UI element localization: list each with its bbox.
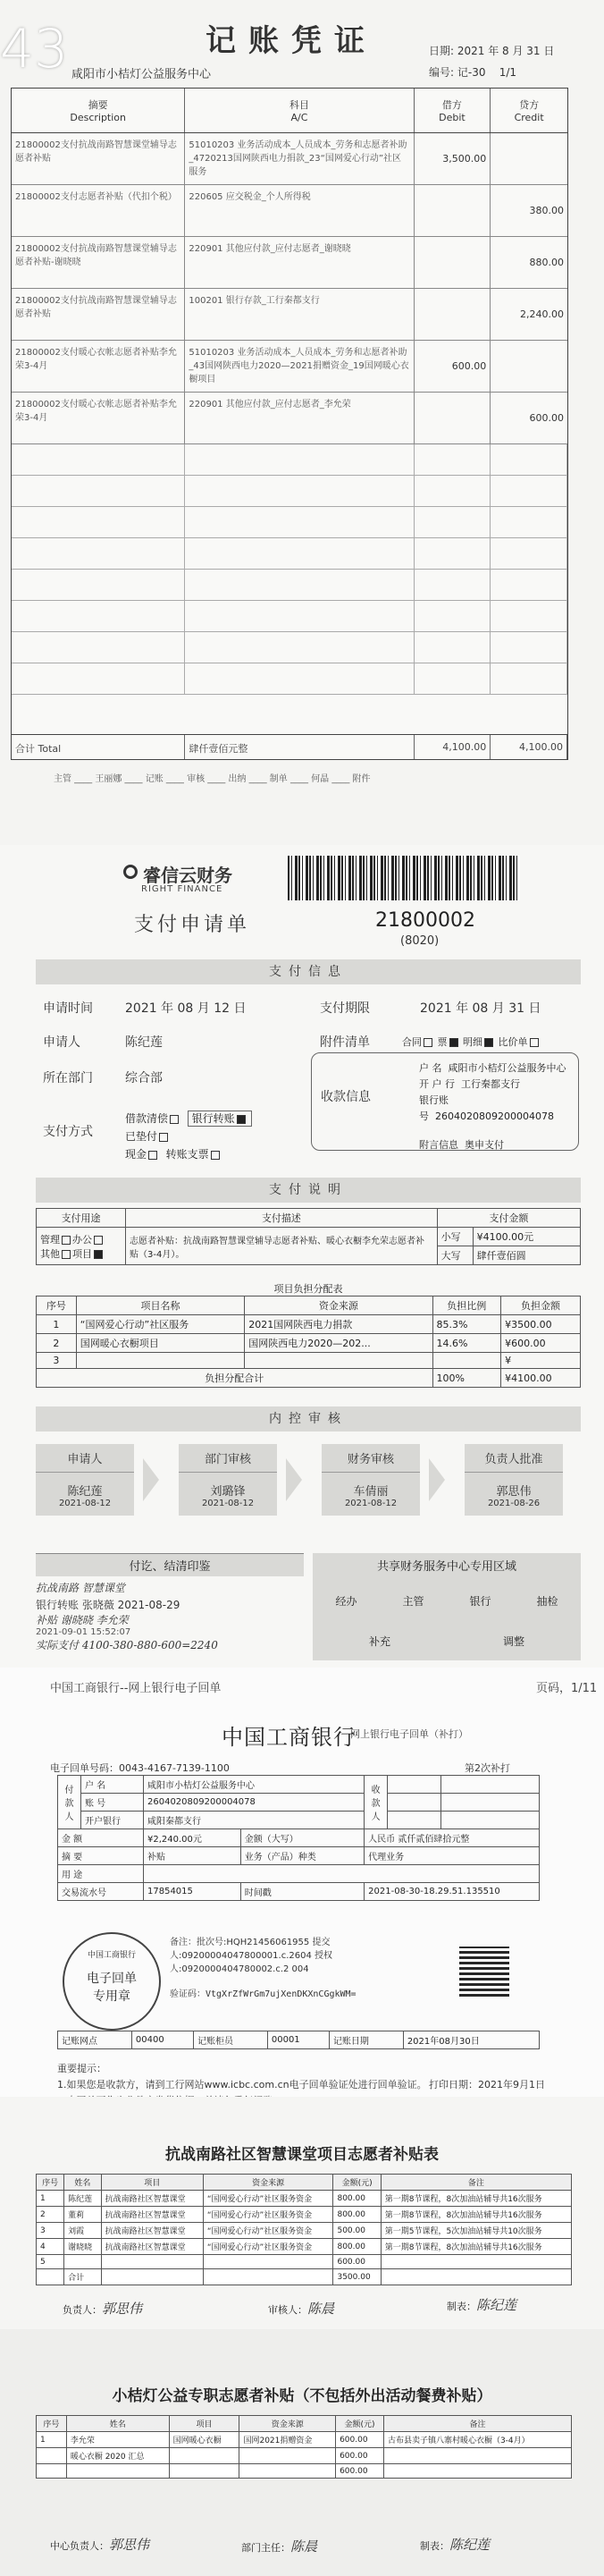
voucher-row bbox=[12, 237, 567, 289]
subsidy2-sign-dept: 部门主任：陈晨 bbox=[241, 2538, 318, 2555]
audit-step: 申请人 陈纪莲 2021-08-12 bbox=[36, 1444, 134, 1516]
voucher-org: 咸阳市小桔灯公益服务中心 bbox=[71, 68, 212, 81]
voucher-cell-account: 51010203 业务活动成本_人员成本_劳务和志愿者补助_4720213国网陕西电力捐款_23“国网爱心行动”社区服务 bbox=[185, 133, 414, 184]
table-header: 资金来源 bbox=[239, 2416, 336, 2432]
voucher-cell-credit: 600.00 bbox=[529, 412, 564, 424]
qr-code bbox=[459, 1947, 509, 1997]
table-header: 备注 bbox=[381, 2175, 571, 2191]
voucher-cell-summary: 21800002支付抗战南路智慧课堂辅导志愿者补贴 bbox=[12, 289, 185, 340]
alloc-table bbox=[36, 1296, 581, 1388]
voucher-date: 日期: 2021 年 8 月 31 日 bbox=[429, 45, 555, 57]
voucher-cell-credit: 2,240.00 bbox=[520, 308, 564, 320]
receipt-table: 付款人 户 名 咸阳市小桔灯公益服务中心 收款人 账 号 2604020809200004078 开户银行 咸阳秦都支行 金 额 ¥2,240.00元 金额（大写） 人民币 贰仟贰佰肆拾元整 摘 要 补贴 业务（产品）种类 代理业务 用 途 交易流水号 17854015 时间戳 2021-08-30-18.29.51.135510 bbox=[57, 1775, 540, 1901]
voucher-empty-row bbox=[12, 663, 567, 695]
table-header: 项目 bbox=[101, 2175, 203, 2191]
table-row: 1 陈纪莲 抗战南路社区智慧课堂 “国网爱心行动”社区服务资金 800.00 第一期8节课程，8次加油站辅导共16次服务 bbox=[37, 2191, 572, 2207]
receipt-footer-table: 记账网点 00400 记账柜员 00001 记账日期 2021年08月30日 bbox=[57, 2031, 540, 2049]
voucher-cell-credit: 380.00 bbox=[529, 205, 564, 216]
arrow-right-icon bbox=[286, 1458, 302, 1501]
table-row: 暖心衣橱 2020 汇总 600.00 bbox=[37, 2448, 572, 2464]
pay-date-label: 支付期限 bbox=[320, 1001, 370, 1016]
logo-sub: RIGHT FINANCE bbox=[141, 884, 223, 894]
subsidy1-title: 抗战南路社区智慧课堂项目志愿者补贴表 bbox=[165, 2146, 439, 2164]
table-header: 姓名 bbox=[66, 2416, 169, 2432]
voucher-row bbox=[12, 289, 567, 341]
voucher-empty-row bbox=[12, 570, 567, 601]
subsidy-table-2 bbox=[0, 2329, 604, 2576]
subsidy2-sign-maker: 制表：陈纪莲 bbox=[420, 2537, 491, 2553]
receipt-subtitle: 网上银行电子回单（补打） bbox=[350, 1728, 468, 1740]
payee-details: 户 名 咸阳市小桔灯公益服务中心 开 户 行 工行秦都支行 银行账号 2604020809200004078 附言信息 奥申支付 bbox=[419, 1062, 566, 1151]
receipt-header: 中国工商银行--网上银行电子回单 bbox=[50, 1682, 222, 1695]
audit-steps bbox=[36, 1444, 581, 1533]
audit-step: 财务审核 车倩丽 2021-08-12 bbox=[322, 1444, 420, 1516]
voucher-title: 记账凭证 bbox=[206, 23, 377, 59]
attach-options: 合同 票 明细 比价单 bbox=[402, 1035, 541, 1049]
subsidy1-sign-audit: 审核人：陈晨 bbox=[268, 2301, 335, 2317]
subsidy2-title: 小桔灯公益专职志愿者补贴（不包括外出活动餐费补贴） bbox=[112, 2387, 492, 2405]
voucher-cell-account: 220605 应交税金_个人所得税 bbox=[185, 185, 414, 236]
voucher-cell-debit bbox=[415, 289, 491, 340]
table-row: 3 刘霞 抗战南路社区智慧课堂 “国网爱心行动”社区服务资金 500.00 第一期5节课程，5次加油站辅导共10次服务 bbox=[37, 2223, 572, 2239]
audit-step: 负责人批准 郭思伟 2021-08-26 bbox=[465, 1444, 563, 1516]
voucher-cell-debit bbox=[415, 393, 491, 443]
voucher-cell-debit bbox=[415, 185, 491, 236]
table-row: 5 600.00 bbox=[37, 2255, 572, 2269]
alloc-header: 资金来源 bbox=[245, 1296, 432, 1315]
shared-area: 共享财务服务中心专用区域 经办 主管 银行 抽检 补充 调整 bbox=[313, 1553, 581, 1660]
voucher-empty-row bbox=[12, 538, 567, 570]
voucher-empty-row bbox=[12, 507, 567, 538]
section-payment-desc: 支付说明 bbox=[36, 1178, 581, 1203]
form-code-sub: (8020) bbox=[400, 934, 440, 948]
table-row: 合计 3500.00 bbox=[37, 2269, 572, 2285]
table-header: 资金来源 bbox=[203, 2175, 333, 2191]
pay-date: 2021 年 08 月 31 日 bbox=[420, 1001, 541, 1016]
section-audit: 内控审核 bbox=[36, 1406, 581, 1432]
photo-number: 43 bbox=[0, 18, 69, 80]
apply-date-label: 申请时间 bbox=[43, 1001, 93, 1016]
subsidy1-grid bbox=[36, 2174, 572, 2285]
print-count: 第2次补打 bbox=[465, 1762, 510, 1774]
voucher-empty-row bbox=[12, 444, 567, 476]
table-header: 项目 bbox=[169, 2416, 239, 2432]
alloc-header: 项目名称 bbox=[76, 1296, 244, 1315]
dept-label: 所在部门 bbox=[43, 1071, 93, 1085]
voucher-row bbox=[12, 393, 567, 444]
voucher-cell-summary: 21800002支付抗战南路智慧课堂辅导志愿者补贴-谢晓晓 bbox=[12, 237, 185, 288]
voucher-cell-credit bbox=[491, 133, 567, 184]
bank-name: 中国工商银行 bbox=[222, 1725, 356, 1750]
voucher-signatures: 主管 ____ 王丽娜 ____ 记账 ____ 审核 ____ 出纳 ____ 制单 ____ 何晶 ____ 附件 bbox=[54, 774, 371, 784]
voucher-row bbox=[12, 185, 567, 237]
logo-icon bbox=[123, 865, 138, 879]
voucher-cell-credit bbox=[491, 341, 567, 392]
voucher-cell-summary: 21800002支付暖心衣帐志愿者补贴李允荣3-4月 bbox=[12, 341, 185, 392]
voucher-cell-summary: 21800002支付暖心衣帐志愿者补贴李允荣3-4月 bbox=[12, 393, 185, 443]
accounting-voucher bbox=[0, 0, 604, 845]
bank-receipt bbox=[0, 1668, 604, 2097]
section-payment-info: 支付信息 bbox=[36, 959, 581, 984]
table-header: 备注 bbox=[383, 2416, 571, 2432]
voucher-cell-debit: 600.00 bbox=[415, 341, 491, 392]
table-header: 金额(元) bbox=[333, 2175, 381, 2191]
applicant: 陈纪莲 bbox=[125, 1035, 163, 1050]
method-label: 支付方式 bbox=[43, 1125, 93, 1139]
voucher-cell-account: 100201 银行存款_工行秦都支行 bbox=[185, 289, 414, 340]
table-row: 1 李允荣 国网暖心衣橱 国网2021捐赠资金 600.00 古布县卖子镇八寨村暖心衣橱（3-4月） bbox=[37, 2432, 572, 2448]
subsidy1-sign-maker: 制表：陈纪莲 bbox=[447, 2297, 517, 2313]
alloc-header: 负担金额 bbox=[501, 1296, 581, 1315]
logo: 睿信云财务 bbox=[143, 865, 232, 886]
voucher-empty-row bbox=[12, 632, 567, 663]
voucher-number: 编号: 记-30 1/1 bbox=[429, 66, 517, 79]
arrow-right-icon bbox=[429, 1458, 445, 1501]
payment-request-form bbox=[0, 845, 604, 1668]
table-header: 姓名 bbox=[64, 2175, 102, 2191]
voucher-cell-account: 220901 其他应付款_应付志愿者_谢晓晓 bbox=[185, 237, 414, 288]
audit-step: 部门审核 刘璐锋 2021-08-12 bbox=[179, 1444, 277, 1516]
voucher-cell-summary: 21800002支付志愿者补贴（代扣个税） bbox=[12, 185, 185, 236]
apply-date: 2021 年 08 月 12 日 bbox=[125, 1001, 247, 1016]
form-code: 21800002 bbox=[375, 909, 475, 932]
voucher-empty-row bbox=[12, 476, 567, 507]
voucher-total-row: 合计 Total 肆仟壹佰元整 4,100.00 4,100.00 bbox=[12, 734, 567, 759]
voucher-table-header: 摘要 Description 科目 A/C 借方 Debit 贷方 Credit bbox=[12, 89, 567, 133]
payment-desc-table: 支付用途 支付描述 支付金额 管理 办公 其他 项目 志愿者补贴：抗战南路智慧课堂辅导志愿者补贴、暖心衣橱李允荣志愿者补贴（3-4月）。 小写 ¥4100.00元 大写 肆仟壹佰圆 bbox=[36, 1208, 581, 1265]
voucher-cell-debit: 3,500.00 bbox=[415, 133, 491, 184]
voucher-row bbox=[12, 133, 567, 185]
alloc-header: 负担比例 bbox=[432, 1296, 501, 1315]
print-date: 打印日期：2021年9月1日 bbox=[429, 2079, 545, 2090]
alloc-header: 序号 bbox=[37, 1296, 77, 1315]
voucher-cell-summary: 21800002支付抗战南路智慧课堂辅导志愿者补贴 bbox=[12, 133, 185, 184]
settle-area: 付讫、结清印鉴 抗战南路 智慧课堂 银行转账 张晓薇 2021-08-29 补贴 谢晓晓 李允荣 2021-09-01 15:52:07 实际支付 4100-380-880-600=2240 bbox=[36, 1553, 304, 1660]
alloc-row: 3 ¥ bbox=[37, 1353, 581, 1369]
dept: 综合部 bbox=[125, 1071, 163, 1085]
receipt-no: 电子回单号码：0043-4167-7139-1100 bbox=[50, 1762, 230, 1774]
receipt-memo: 备注：批次号:HQH21456061955 提交人:09200004047800001.c.2604 授权人:0920000404780002.c.2 004 bbox=[170, 1938, 333, 1974]
arrow-right-icon bbox=[143, 1458, 159, 1501]
subsidy2-sign-leader: 中心负责人：郭思伟 bbox=[50, 2537, 150, 2553]
voucher-cell-account: 51010203 业务活动成本_人员成本_劳务和志愿者补助_43国网陕西电力2020—2021捐赠资金_19国网暖心衣橱项目 bbox=[185, 341, 414, 392]
table-row: 2 董莉 抗战南路社区智慧课堂 “国网爱心行动”社区服务资金 800.00 第一期8节课程，8次加油站辅导共16次服务 bbox=[37, 2207, 572, 2223]
table-row: 4 谢晓晓 抗战南路社区智慧课堂 “国网爱心行动”社区服务资金 800.00 第一期8节课程，8次加油站辅导共16次服务 bbox=[37, 2239, 572, 2255]
alloc-title: 项目负担分配表 bbox=[273, 1283, 343, 1295]
voucher-cell-debit bbox=[415, 237, 491, 288]
voucher-table bbox=[11, 88, 568, 760]
attach-label: 附件清单 bbox=[320, 1035, 370, 1050]
table-row: 600.00 bbox=[37, 2464, 572, 2479]
applicant-label: 申请人 bbox=[43, 1035, 80, 1050]
payment-methods: 借款清偿 银行转账 已垫付 现金 转账支票 bbox=[125, 1110, 252, 1163]
alloc-total-row: 负担分配合计 100% ¥4100.00 bbox=[37, 1369, 581, 1388]
table-header: 金额(元) bbox=[336, 2416, 384, 2432]
voucher-empty-row bbox=[12, 601, 567, 632]
voucher-cell-account: 220901 其他应付款_应付志愿者_李允荣 bbox=[185, 393, 414, 443]
form-title: 支付申请单 bbox=[134, 914, 251, 936]
alloc-row: 2 国网暖心衣橱项目 国网陕西电力2020—202... 14.6% ¥600.00 bbox=[37, 1334, 581, 1353]
table-header: 序号 bbox=[37, 2175, 64, 2191]
payee-box bbox=[311, 1052, 579, 1151]
barcode bbox=[288, 856, 520, 900]
subsidy2-grid bbox=[36, 2415, 572, 2479]
receipt-page: 页码，1/11 bbox=[536, 1682, 598, 1695]
payee-label: 收款信息 bbox=[321, 1090, 371, 1104]
voucher-row bbox=[12, 341, 567, 393]
verify-code: 验证码：VtgXrZfWrGm7ujXenDKXnCGgkWM= bbox=[170, 1989, 357, 1999]
receipt-tips: 重要提示： 1.如果您是收款方，请到工行网站www.icbc.com.cn电子回单验证处进行回单验证。 bbox=[57, 2063, 427, 2090]
table-header: 序号 bbox=[37, 2416, 67, 2432]
alloc-row: 1 “国网爱心行动”社区服务 2021国网陕西电力捐款 85.3% ¥3500.00 bbox=[37, 1315, 581, 1334]
receipt-stamp: 中国工商银行 电子回单 专用章 bbox=[63, 1932, 161, 2031]
voucher-cell-credit: 880.00 bbox=[529, 257, 564, 268]
subsidy-table-1 bbox=[0, 2097, 604, 2329]
subsidy1-sign-leader: 负责人：郭思伟 bbox=[63, 2301, 143, 2317]
